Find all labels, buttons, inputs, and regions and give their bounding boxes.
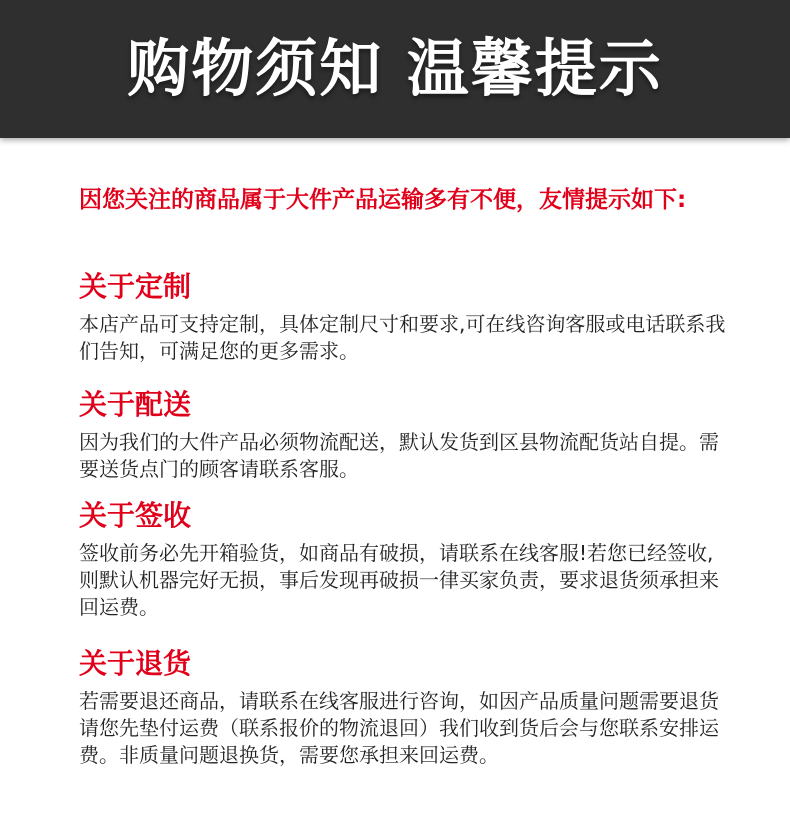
section-heading: 关于退货 <box>79 647 192 680</box>
section-returns <box>79 646 729 769</box>
section-body: 因为我们的大件产品必须物流配送，默认发货到区县物流配货站自提。需要送货点门的顾客请联系客服。 <box>79 430 719 481</box>
section-heading: 关于定制 <box>79 270 192 303</box>
section-delivery <box>79 387 729 483</box>
intro-notice: 因您关注的商品属于大件产品运输多有不便，友情提示如下: <box>79 187 687 213</box>
section-heading: 关于签收 <box>79 499 192 532</box>
section-receipt <box>79 498 729 621</box>
section-customization <box>79 269 729 365</box>
section-heading: 关于配送 <box>79 388 192 421</box>
header-banner <box>0 0 790 138</box>
page-title: 购物须知 温馨提示 <box>127 32 663 105</box>
section-body: 本店产品可支持定制，具体定制尺寸和要求,可在线咨询客服或电话联系我们告知，可满足您的更多需求。 <box>79 312 726 363</box>
section-body: 签收前务必先开箱验货，如商品有破损，请联系在线客服!若您已经签收,则默认机器完好无损，事后发现再破损一律买家负责，要求退货须承担来回运费。 <box>79 541 719 619</box>
section-body: 若需要退还商品，请联系在线客服进行咨询，如因产品质量问题需要退货请您先垫付运费（联系报价的物流退回）我们收到货后会与您联系安排运费。非质量问题退换货，需要您承担来回运费。 <box>79 689 719 767</box>
